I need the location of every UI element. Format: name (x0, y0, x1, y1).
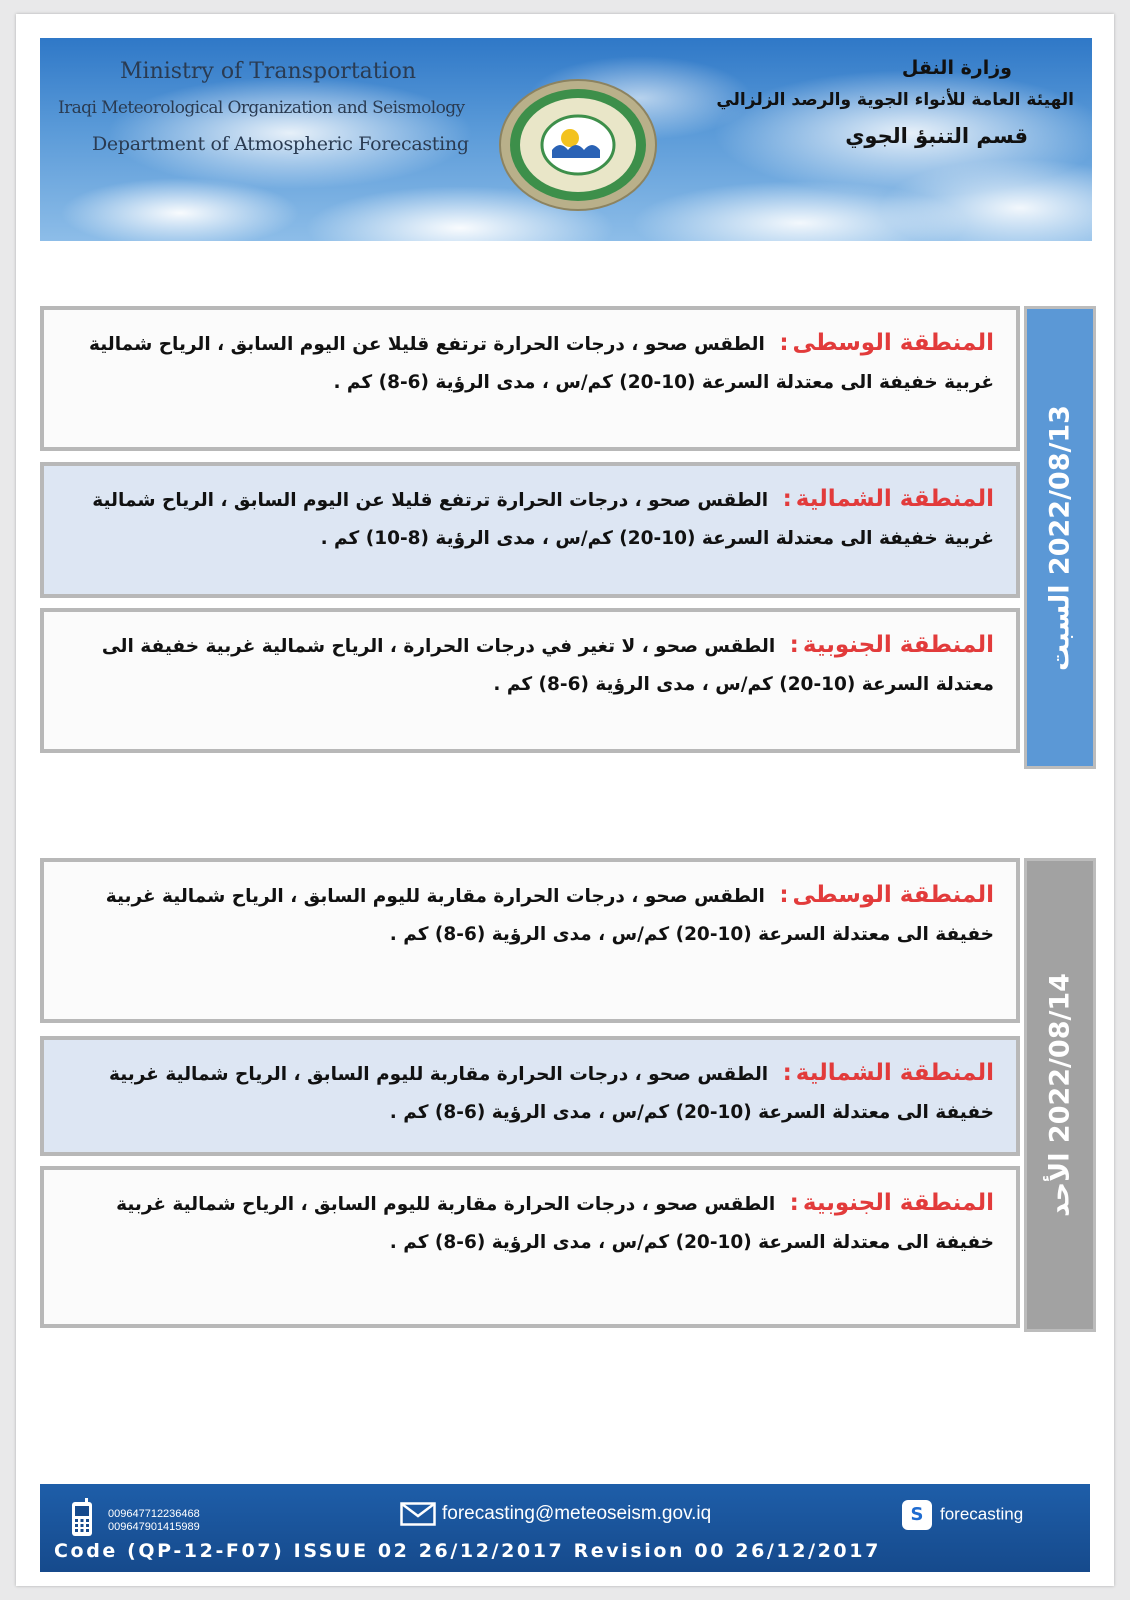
region-forecast-text: الطقس صحو ، درجات الحرارة مقاربة لليوم السابق ، الرياح شمالية غربية خفيفة الى معتدلة السرعة (10-20) كم/س ، مدى الرؤية (6-8) كم . (116, 1194, 994, 1253)
ministry-name-ar: وزارة النقل (901, 57, 1012, 79)
email-contact[interactable] (400, 1502, 711, 1526)
region-separator: : (779, 882, 789, 908)
region-name: المنطقة الجنوبية (802, 1190, 994, 1216)
department-name-ar: قسم التنبؤ الجوي (845, 124, 1028, 148)
email-address[interactable]: forecasting@meteoseism.gov.iq (442, 1503, 712, 1525)
region-separator: : (782, 486, 792, 512)
region-separator: : (782, 1060, 792, 1086)
date-label: 2022/08/14 الأحد (1044, 973, 1076, 1217)
region-separator: : (789, 1190, 799, 1216)
contact-footer (40, 1484, 1090, 1572)
region-forecast-text: الطقس صحو ، درجات الحرارة ترتفع قليلا عن اليوم السابق ، الرياح شمالية غربية خفيفة الى معتدلة السرعة (10-20) كم/س ، مدى الرؤية (6-8) كم . (89, 334, 994, 393)
region-separator: : (789, 632, 799, 658)
department-name-en: Department of Atmospheric Forecasting (92, 133, 469, 155)
date-tab-day-2 (1024, 858, 1096, 1332)
region-central-day-1 (40, 306, 1020, 451)
skype-icon: S (902, 1500, 932, 1530)
date-tab-day-1 (1024, 306, 1096, 769)
region-forecast-text: الطقس صحو ، درجات الحرارة ترتفع قليلا عن اليوم السابق ، الرياح شمالية غربية خفيفة الى معتدلة السرعة (10-20) كم/س ، مدى الرؤية (8-10) كم . (92, 490, 994, 549)
region-name: المنطقة الوسطى (792, 330, 994, 356)
region-south-day-2 (40, 1166, 1020, 1328)
region-central-day-2 (40, 858, 1020, 1023)
region-name: المنطقة الشمالية (795, 486, 994, 512)
date-label: 2022/08/13 السبت (1044, 404, 1076, 671)
region-forecast-text: الطقس صحو ، درجات الحرارة مقاربة لليوم السابق ، الرياح شمالية غربية خفيفة الى معتدلة السرعة (10-20) كم/س ، مدى الرؤية (6-8) كم . (105, 886, 994, 945)
phone-numbers (108, 1508, 200, 1534)
region-forecast-text: الطقس صحو ، لا تغير في درجات الحرارة ، الرياح شمالية غربية خفيفة الى معتدلة السرعة (10-20) كم/س ، مدى الرؤية (6-8) كم . (101, 636, 994, 695)
region-separator: : (779, 330, 789, 356)
region-name: المنطقة الشمالية (795, 1060, 994, 1086)
phone-number-1[interactable]: 009647712236468 (108, 1508, 200, 1520)
region-north-day-1 (40, 462, 1020, 598)
organization-name-ar: الهيئة العامة للأنواء الجوية والرصد الزلزالي (716, 90, 1074, 110)
organization-name-en: Iraqi Meteorological Organization and Seismology (58, 98, 465, 118)
phone-number-2[interactable]: 009647901415989 (108, 1521, 200, 1533)
phone-icon (70, 1498, 94, 1538)
header-arabic (716, 52, 1074, 156)
region-north-day-2 (40, 1036, 1020, 1156)
ministry-name-en: Ministry of Transportation (120, 59, 417, 84)
region-forecast-text: الطقس صحو ، درجات الحرارة مقاربة لليوم السابق ، الرياح شمالية غربية خفيفة الى معتدلة السرعة (10-20) كم/س ، مدى الرؤية (6-8) كم . (109, 1064, 994, 1123)
skype-handle[interactable]: forecasting (940, 1504, 1024, 1524)
forecast-day-2 (40, 858, 1096, 1332)
header-english (58, 54, 469, 162)
organization-seal-icon (498, 78, 658, 212)
region-name: المنطقة الجنوبية (802, 632, 994, 658)
region-south-day-1 (40, 608, 1020, 753)
skype-contact[interactable] (902, 1500, 1023, 1530)
mail-icon (400, 1502, 436, 1526)
header-banner (40, 38, 1092, 241)
region-name: المنطقة الوسطى (792, 882, 994, 908)
forecast-page (16, 14, 1114, 1586)
document-code-line: Code (QP-12-F07) ISSUE 02 26/12/2017 Revision 00 26/12/2017 (54, 1540, 881, 1562)
forecast-day-1 (40, 306, 1096, 769)
